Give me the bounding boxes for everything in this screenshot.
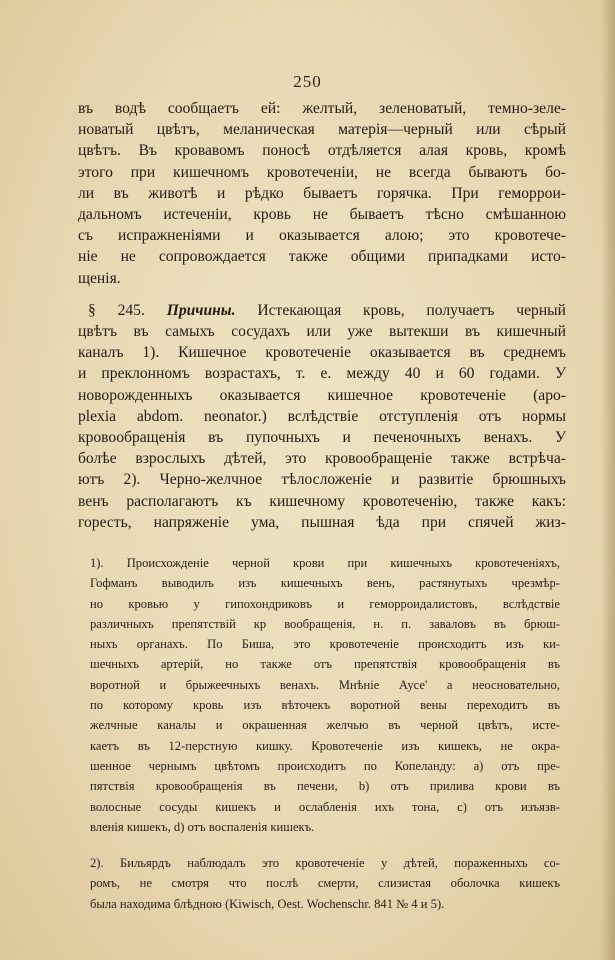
text-line: съ испражненіями и оказывается алою; это кровотече- (78, 227, 566, 245)
footnote-line: Гофманъ выводилъ изъ кишечныхъ венъ, растянутыхъ чрезмѣр- (90, 576, 560, 591)
footnote-line: различныхъ препятствій кр вообращенія, н. п. заваловъ въ брюш- (90, 616, 560, 631)
text-line: въ водѣ сообщаетъ ей: желтый, зеленоватый, темно-зеле- (78, 100, 566, 117)
page-edge-shadow (601, 0, 615, 960)
footnote-line: волосные сосуды кишекъ и ослабленія ихъ тона, с) отъ изъязв- (90, 799, 560, 814)
footnote-line: по которому кровь изъ вѣточекъ воротной вены переходитъ въ (90, 698, 560, 713)
text-line: ніе не сопровождается также общими припадками исто- (78, 248, 566, 266)
footnote-line: воротной и брыжеечныхъ венахъ. Мнѣніе Аусе' а неосновательно, (90, 677, 560, 692)
footnote-line: шенное чернымъ цвѣтомъ происходитъ по Копеланду: а) отъ пре- (90, 758, 560, 773)
text-line: новорожденныхъ оказывается кишечное кровотеченіе (apo- (78, 386, 566, 404)
text-line: цвѣтъ. Въ кровавомъ поносѣ отдѣляется алая кровь, кромѣ (78, 142, 566, 160)
footnote-line: 1). Происхожденіе черной крови при кишечныхъ кровотеченіяхъ, (90, 556, 560, 570)
section-label: § 245. (88, 301, 145, 319)
footnote-line: была находима блѣдною (Kiwisch, Oest. Wochenschr. 841 № 4 и 5). (90, 896, 445, 911)
section-first-line (78, 300, 566, 321)
section-heading: Причины. (166, 301, 236, 319)
footnote-line: каетъ въ 12-перстную кишку. Кровотеченіе изъ кишекъ, не окра- (90, 738, 560, 753)
footnote-1 (90, 553, 560, 837)
text-line: ли въ животѣ и рѣдко бываетъ горячка. При геморрои- (78, 184, 566, 202)
text-line: дальномъ истеченіи, кровь не бываетъ тѣсно смѣшанною (78, 206, 566, 224)
footnote-line: ныхъ органахъ. По Биша, это кровотеченіе происходитъ изъ ки- (90, 637, 560, 652)
footnote-line: но кровью у гипохондриковъ и геморроидалистовъ, вслѣдствіе (90, 596, 560, 611)
page-number: 250 (293, 72, 322, 91)
paragraph-2 (78, 300, 566, 533)
section-first-text: Истекающая кровь, получаетъ черный (257, 301, 566, 319)
text-line: болѣе взрослыхъ дѣтей, это кровообращеніе также встрѣча- (78, 450, 566, 468)
footnote-line: желчные каналы и окрашенная желчью въ черной цвѣтъ, исте- (90, 718, 560, 733)
text-line: каналъ 1). Кишечное кровотеченіе оказывается въ среднемъ (78, 344, 566, 362)
text-line: цвѣтъ въ самыхъ сосудахъ или уже вытекши въ кишечный (78, 323, 566, 341)
footnote-line: шечныхъ артерій, но также отъ препятствія кровообращенія въ (90, 657, 560, 672)
main-text (78, 98, 566, 533)
text-line: венъ располагаютъ къ кишечному кровотеченію, также какъ: (78, 492, 566, 510)
text-line: щенія. (78, 269, 121, 287)
text-line: ютъ 2). Черно-желчное тѣлосложеніе и развитіе брюшныхъ (78, 471, 566, 489)
footnote-line: пятствія кровообращенія въ печени, b) отъ прилива крови въ (90, 779, 560, 794)
text-line: и преклонномъ возрастахъ, т. е. между 40 и 60 годами. У (78, 365, 566, 383)
text-line: plexia abdom. neonator.) вслѣдствіе отступленія отъ нормы (78, 407, 566, 425)
text-line: кровообращенія въ пупочныхъ и печеночныхъ венахъ. У (78, 429, 566, 447)
footnote-line: ромъ, не смотря что послѣ смерти, слизистая оболочка кишекъ (90, 876, 560, 891)
footnote-2 (90, 853, 560, 914)
paragraph-1 (78, 98, 566, 289)
text-line: горесть, напряженіе ума, пышная ѣда при спячей жиз- (78, 513, 566, 531)
text-line: этого при кишечномъ кровотеченіи, не всегда бываютъ бо- (78, 163, 566, 181)
text-line: новатый цвѣтъ, меланическая матерія—черный или сѣрый (78, 121, 566, 139)
footnote-line: 2). Бильярдъ наблюдалъ это кровотеченіе у дѣтей, пораженныхъ со- (90, 856, 560, 871)
footnote-line: вленія кишекъ, d) отъ воспаленія кишекъ. (90, 819, 315, 834)
footnotes (90, 553, 560, 914)
